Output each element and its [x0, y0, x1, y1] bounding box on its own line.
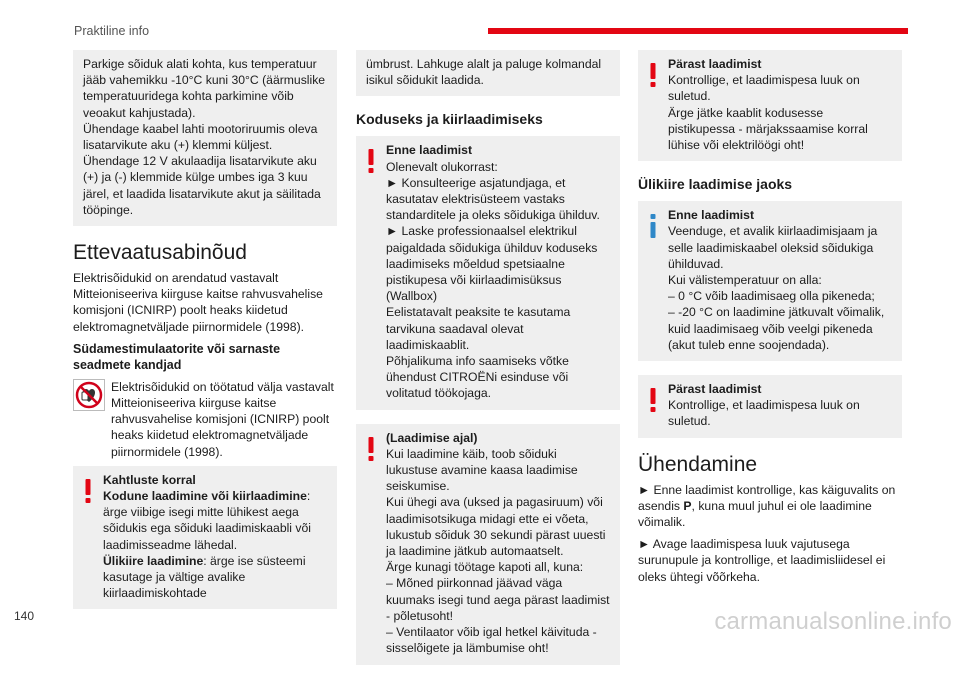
- note-line: ► Laske professionaalsel elektrikul paigaldada sõidukiga ühilduv koduseks laadimiseks mõeldud spetsiaalne pistikupesa või kiirlaadimisüksus (Wallbox): [386, 224, 598, 304]
- column-2: [356, 50, 620, 679]
- note-line: Kontrollige, et laadimispesa luuk on suletud.: [668, 398, 860, 429]
- warning-box: [638, 375, 902, 438]
- warning-box: [638, 50, 902, 161]
- note-title: (Laadimise ajal): [386, 430, 478, 445]
- note-line: Ärge jätke kaablit kodusesse pistikupessa - märjakssaamise korral lühise või elektrilöögi oht!: [668, 105, 868, 153]
- subheading: Südamestimulaatorite või sarnaste seadmete kandjad: [73, 341, 281, 372]
- note-title: Kahtluste korral: [103, 472, 196, 487]
- section-header: Praktiline info: [74, 24, 150, 38]
- box-paragraph: Ühendage kaabel lahti mootoriruumis oleva lisatarvikute aku (+) klemmi küljest.: [83, 121, 318, 153]
- intro-text: Elektrisõidukid on arendatud vastavalt Mitteioniseeriva kiirguse kaitse rahvusvahelise komisjoni (ICNIRP) poolt heaks kiidetud elektromagnetväljade piirnormidele (1998).: [73, 271, 323, 334]
- exclamation-icon: [365, 149, 377, 175]
- pacemaker-text: Elektrisõidukid on töötatud välja vastavalt Mitteioniseeriva kiirguse kaitse rahvusvahelise komisjoni (ICNIRP) poolt heaks kiidetud elektromagnetväljade piirnormidele (1998).: [111, 379, 334, 459]
- section-heading: Ettevaatusabinõud: [73, 241, 247, 265]
- note-line: Eelistatavalt peaksite te kasutama tarvikuna saadaval olevat laadimiskaablit.: [386, 305, 571, 352]
- note-line: Kontrollige, et laadimispesa luuk on suletud.: [668, 73, 860, 104]
- note-title: Enne laadimist: [386, 143, 473, 158]
- note-title: Pärast laadimist: [668, 57, 762, 71]
- exclamation-icon: [365, 437, 377, 463]
- instruction-paragraph: [638, 482, 902, 531]
- instruction-text: , kuna muul juhul ei ole laadimine võimalik.: [638, 498, 872, 530]
- note-bold: Ülikiire laadimine: [103, 553, 204, 568]
- note-line: [103, 488, 327, 553]
- note-text: : ärge ise süsteemi kasutage ja vältige avalike kiirlaadimiskohtade: [103, 553, 306, 601]
- section-heading: Ülikiire laadimise jaoks: [638, 176, 793, 193]
- warning-box: [356, 136, 620, 409]
- note-line: Veenduge, et avalik kiirlaadimisjaam ja selle laadimiskaabel oleksid sõidukiga ühilduvad.: [668, 224, 878, 271]
- box-paragraph: Parkige sõiduk alati kohta, kus temperatuur jääb vahemikku -10°C kuni 30°C (äärmuslike temperatuuridega kohta parkimine võib veoakut kahjustada).: [83, 57, 326, 120]
- instruction-paragraph: ► Avage laadimispesa luuk vajutusega surunupule ja kontrollige, et laadimisliidesel ei oleks ühtegi võõrkeha.: [638, 537, 886, 584]
- section-heading: Koduseks ja kiirlaadimiseks: [356, 111, 543, 128]
- column-1: [73, 50, 337, 623]
- column-3: [638, 50, 902, 591]
- note-title: Enne laadimist: [668, 208, 755, 223]
- note-line: – 0 °C võib laadimisaeg olla pikeneda;: [668, 289, 875, 304]
- exclamation-icon: [82, 479, 94, 505]
- note-line: Põhjalikuma info saamiseks võtke ühendust CITROËNi esinduse või volitatud töökojaga.: [386, 354, 569, 401]
- note-line: Ärge kunagi töötage kapoti all, kuna:: [386, 560, 584, 575]
- warning-box: [356, 424, 620, 665]
- continued-box: [356, 50, 620, 96]
- note-line: – Mõned piirkonnad jäävad väga kuumaks isegi tund aega pärast laadimist - põletusoht!: [386, 576, 610, 623]
- note-text: : ärge viibige isegi mitte lühikest aega sõidukis ega sõiduki laadimiskaabli või laadimisseadme lähedal.: [103, 489, 311, 552]
- header-accent-bar: [488, 28, 908, 34]
- watermark: carmanualsonline.info: [714, 608, 952, 635]
- note-line: Olenevalt olukorrast:: [386, 159, 498, 174]
- note-bold: Kodune laadimine või kiirlaadimine: [103, 489, 307, 504]
- section-heading: Ühendamine: [638, 452, 758, 476]
- note-line: ► Konsulteerige asjatundjaga, et kasutatav elektrisüsteem vastaks standarditele ja oleks sõidukiga ühilduv.: [386, 175, 600, 223]
- note-line: Kui ühegi ava (uksed ja pagasiruum) või laadimisotsikuga midagi ette ei võeta, lukustub sõiduk 30 sekundi pärast uuesti ja laadimine jätkub automaatselt.: [386, 495, 606, 559]
- storage-note-box: [73, 50, 337, 226]
- warning-box: [73, 466, 337, 610]
- box-paragraph: ümbrust. Lahkuge alalt ja paluge kolmandal isikul sõidukit laadida.: [366, 57, 602, 88]
- note-line: – -20 °C on laadimine jätkuvalt võimalik, kuid laadimisaeg võib veelgi pikeneda (akut tuleb enne soojendada).: [668, 305, 885, 352]
- note-line: – Ventilaator võib igal hetkel käivituda - sisselõigete ja lämbumise oht!: [386, 625, 597, 656]
- note-line: [103, 553, 327, 602]
- info-box: [638, 201, 902, 361]
- note-line: Kui välistemperatuur on alla:: [668, 273, 822, 288]
- instruction-bold: P: [683, 498, 692, 513]
- instruction-text: ► Enne laadimist kontrollige, kas käiguvalits on asendis: [638, 482, 896, 513]
- exclamation-icon: [647, 63, 659, 89]
- exclamation-icon: [647, 388, 659, 414]
- info-i-icon: [647, 214, 659, 240]
- box-paragraph: Ühendage 12 V akulaadija lisatarvikute aku (+) ja (-) klemmide külge umbes iga 3 kuu järel, et laadida lisatarvikute akut ja säilitada tööpinge.: [83, 154, 321, 217]
- no-pacemaker-icon: [73, 379, 105, 411]
- page-number: 140: [14, 609, 35, 623]
- note-title: Pärast laadimist: [668, 382, 762, 397]
- note-line: Kui laadimine käib, toob sõiduki lukustuse avamine kaasa laadimise seiskumise.: [386, 446, 578, 494]
- pacemaker-paragraph: [73, 379, 337, 460]
